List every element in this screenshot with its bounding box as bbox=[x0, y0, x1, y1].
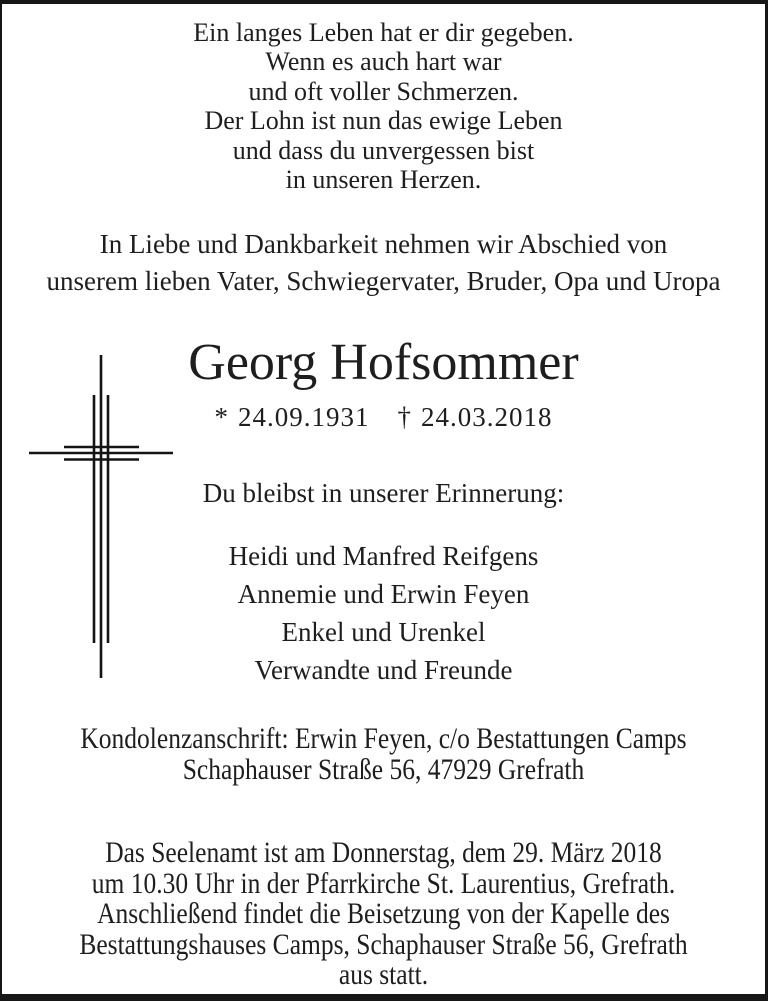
death-cross-symbol: † bbox=[397, 402, 412, 432]
poem-line: in unseren Herzen. bbox=[285, 165, 482, 195]
farewell-line: In Liebe und Dankbarkeit nehmen wir Abschied von bbox=[99, 229, 668, 259]
farewell-line: unserem lieben Vater, Schwiegervater, Bruder, Opa und Uropa bbox=[46, 266, 721, 296]
funeral-line: um 10.30 Uhr in der Pfarrkirche St. Laurentius, Grefrath. bbox=[91, 866, 676, 900]
condolence-address bbox=[59, 724, 708, 785]
mourner-line: Annemie und Erwin Feyen bbox=[237, 579, 530, 609]
funeral-line: Bestattungshauses Camps, Schaphauser Straße 56, Grefrath bbox=[79, 927, 688, 961]
funeral-line: Anschließend findet die Beisetzung von der Kapelle des bbox=[97, 897, 670, 930]
poem-line: Der Lohn ist nun das ewige Leben bbox=[204, 106, 563, 136]
birth-star-symbol: * bbox=[214, 402, 229, 432]
funeral-line: Das Seelenamt ist am Donnerstag, dem 29. März 2018 bbox=[105, 836, 662, 869]
funeral-details bbox=[59, 838, 708, 991]
poem-line: Wenn es auch hart war bbox=[265, 47, 502, 77]
mourner-line: Enkel und Urenkel bbox=[281, 617, 486, 647]
poem-line: und dass du unvergessen bist bbox=[232, 135, 535, 165]
mourners-list bbox=[2, 537, 765, 689]
farewell-text bbox=[2, 226, 765, 300]
death-date: 24.03.2018 bbox=[421, 402, 553, 432]
memorial-poem bbox=[2, 18, 765, 194]
deceased-name: Georg Hofsommer bbox=[188, 334, 579, 391]
life-dates bbox=[2, 400, 765, 434]
birth-date: 24.09.1931 bbox=[238, 402, 370, 432]
condolence-line: Kondolenzanschrift: Erwin Feyen, c/o Bestattungen Camps bbox=[80, 722, 687, 755]
condolence-line: Schaphauser Straße 56, 47929 Grefrath bbox=[182, 752, 585, 786]
mourner-line: Verwandte und Freunde bbox=[254, 655, 513, 685]
poem-line: Ein langes Leben hat er dir gegeben. bbox=[193, 18, 574, 47]
remembrance-heading: Du bleibst in unserer Erinnerung: bbox=[202, 478, 565, 508]
funeral-line: aus statt. bbox=[338, 958, 429, 991]
poem-line: und oft voller Schmerzen. bbox=[248, 76, 519, 106]
mourner-line: Heidi und Manfred Reifgens bbox=[228, 541, 539, 571]
